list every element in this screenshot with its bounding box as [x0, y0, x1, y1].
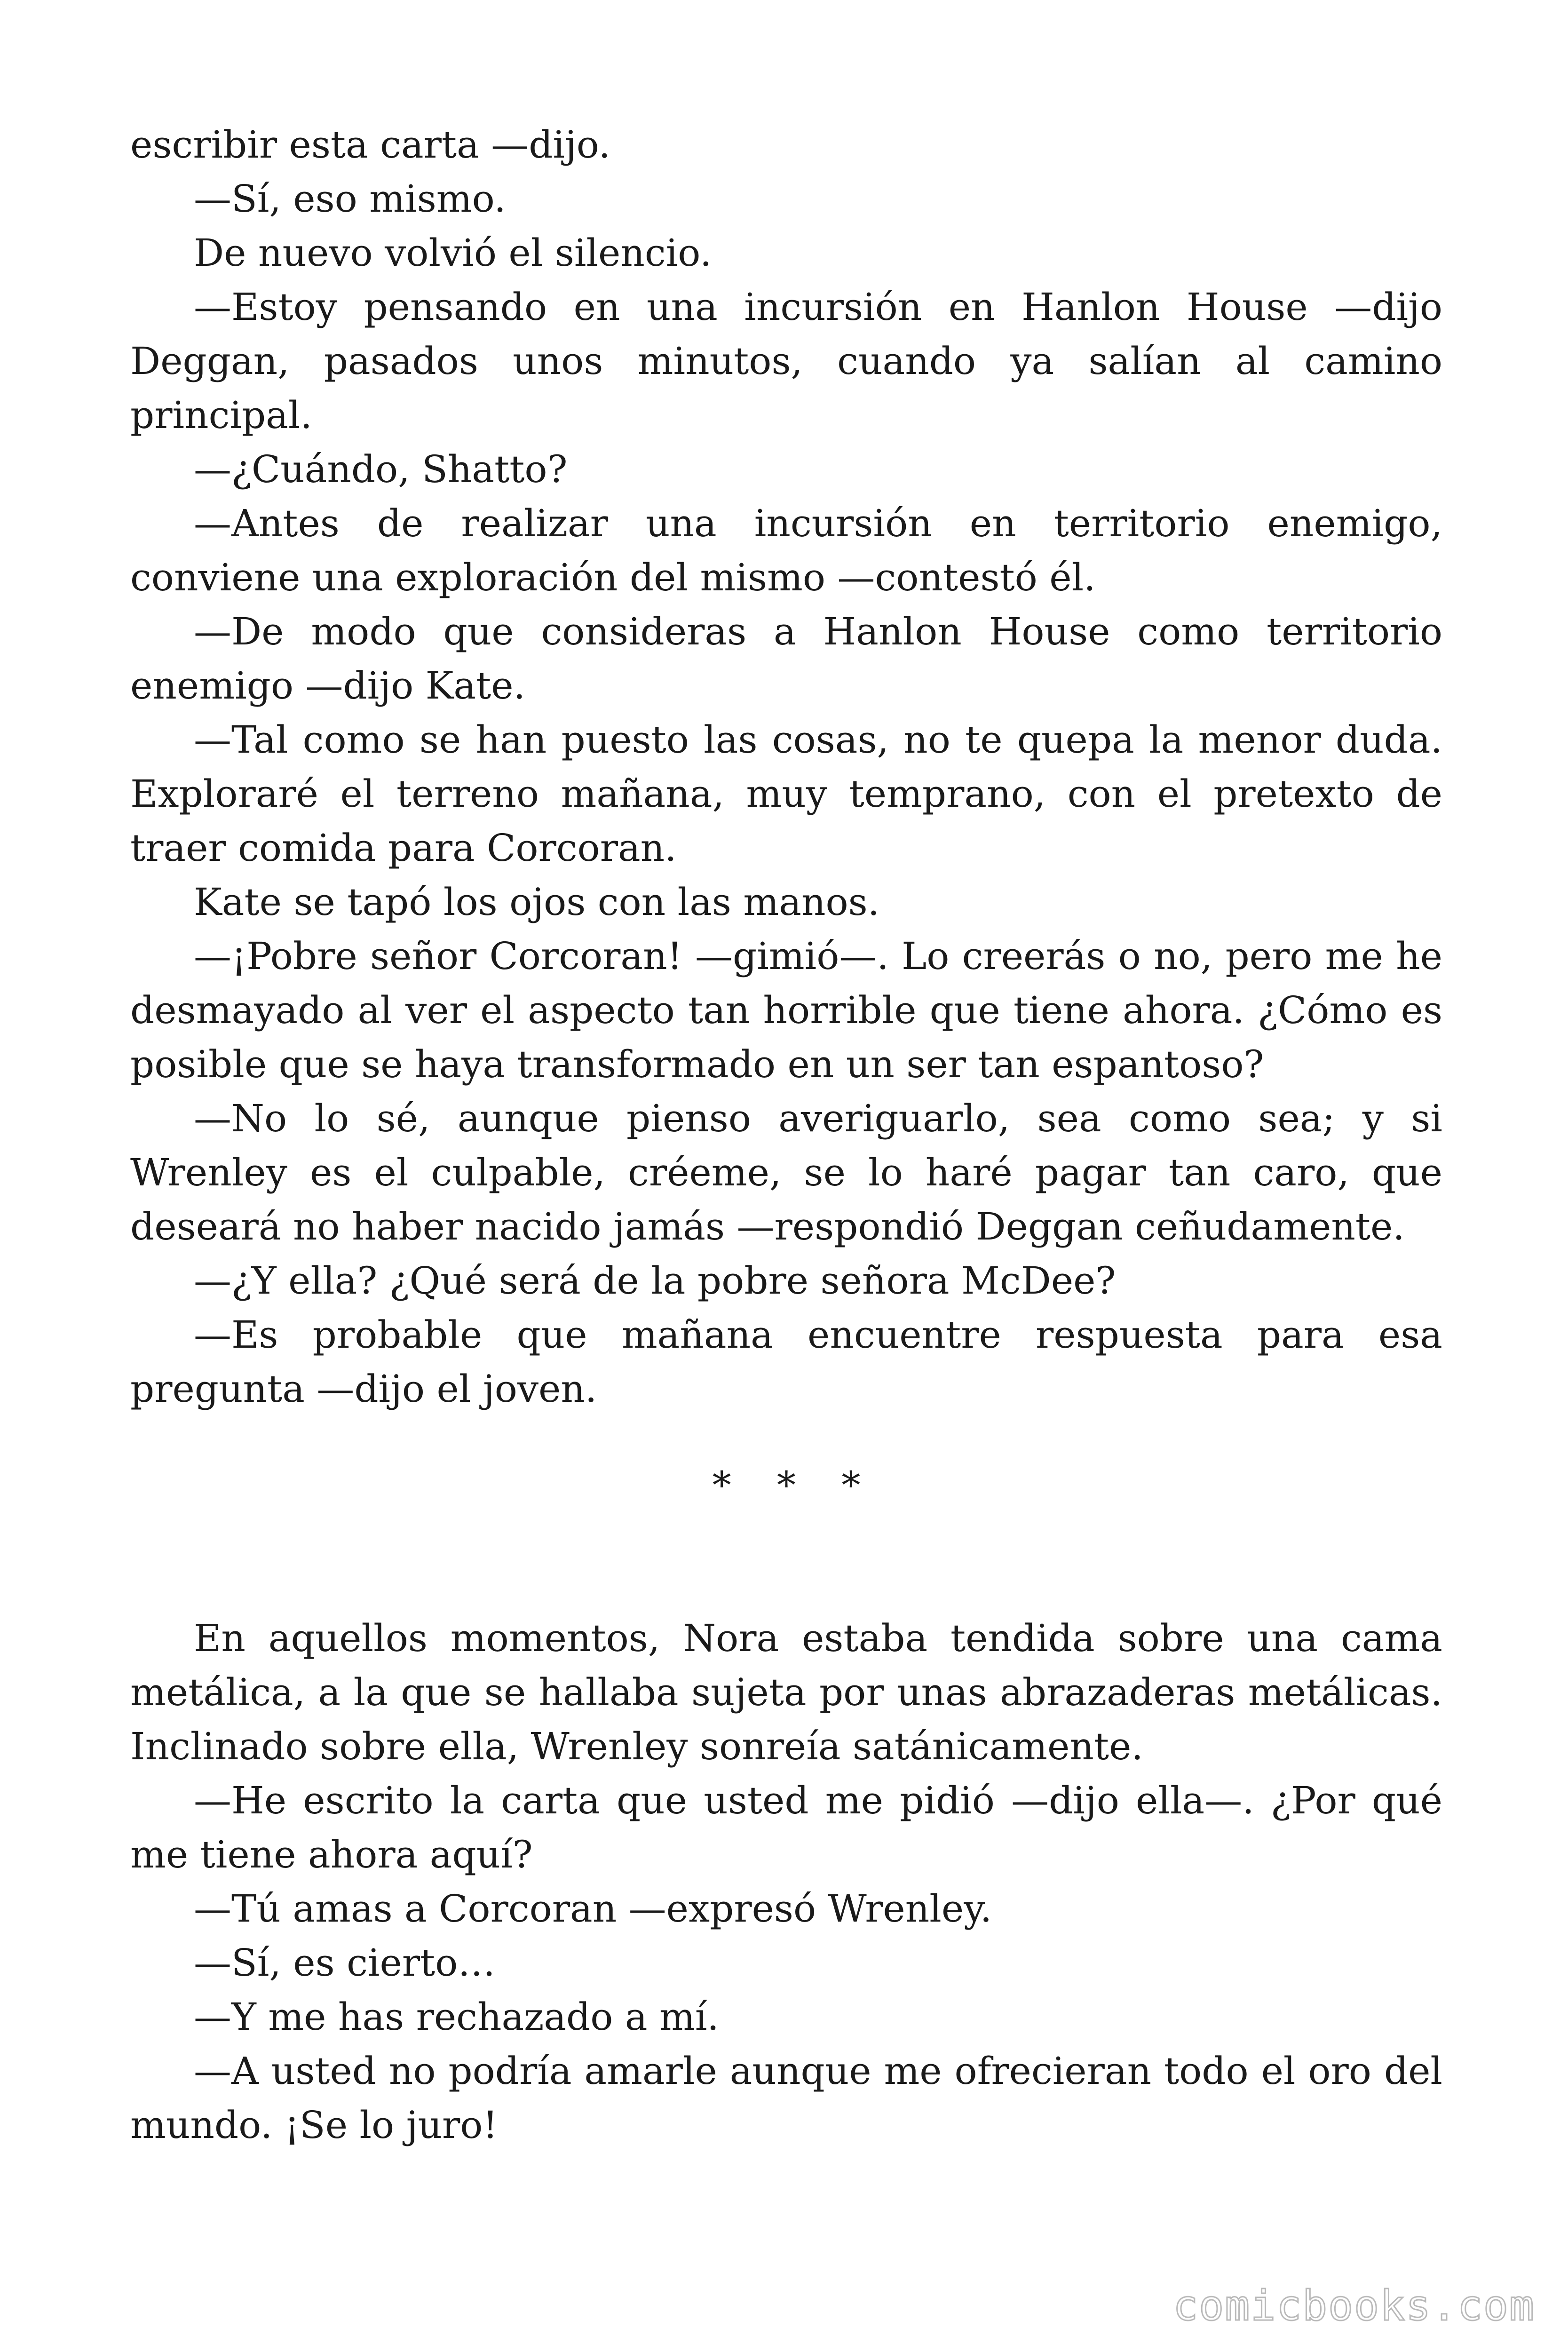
- paragraph: —Tal como se han puesto las cosas, no te quepa la menor duda. Exploraré el terreno mañana, muy temprano, con el pretexto de traer comida para Corcoran.: [130, 718, 1442, 870]
- paragraph: De nuevo volvió el silencio.: [194, 231, 712, 275]
- paragraph: —Antes de realizar una incursión en territorio enemigo, conviene una exploración del mismo —contestó él.: [130, 501, 1442, 599]
- paragraph: —No lo sé, aunque pienso averiguarlo, sea como sea; y si Wrenley es el culpable, créeme, se lo haré pagar tan caro, que deseará no haber nacido jamás —respondió Deggan ceñudamente.: [130, 1097, 1442, 1248]
- paragraph: —Sí, eso mismo.: [194, 177, 506, 221]
- section-break: * * *: [712, 1463, 878, 1507]
- paragraph: —Es probable que mañana encuentre respuesta para esa pregunta —dijo el joven.: [130, 1313, 1442, 1411]
- paragraph: —¿Cuándo, Shatto?: [194, 447, 568, 491]
- paragraph: —Estoy pensando en una incursión en Hanlon House —dijo Deggan, pasados unos minutos, cuando ya salían al camino principal.: [130, 285, 1442, 437]
- paragraph: En aquellos momentos, Nora estaba tendida sobre una cama metálica, a la que se hallaba sujeta por unas abrazaderas metálicas. Inclinado sobre ella, Wrenley sonreía satánicamente.: [130, 1616, 1442, 1768]
- paragraph: —A usted no podría amarle aunque me ofrecieran todo el oro del mundo. ¡Se lo juro!: [130, 2049, 1442, 2147]
- paragraph: —Sí, es cierto…: [194, 1941, 496, 1985]
- paragraph: Kate se tapó los ojos con las manos.: [194, 880, 880, 924]
- paragraph: escribir esta carta —dijo.: [130, 123, 610, 167]
- watermark: comicbooks.com: [1173, 2281, 1535, 2330]
- paragraph: —Y me has rechazado a mí.: [194, 1995, 719, 2039]
- paragraph: —Tú amas a Corcoran —expresó Wrenley.: [194, 1887, 992, 1931]
- paragraph: —¿Y ella? ¿Qué será de la pobre señora McDee?: [194, 1259, 1116, 1303]
- paragraph: —¡Pobre señor Corcoran! —gimió—. Lo creerás o no, pero me he desmayado al ver el aspecto tan horrible que tiene ahora. ¿Cómo es posible que se haya transformado en un ser tan espantoso?: [130, 934, 1442, 1086]
- paragraph: —He escrito la carta que usted me pidió —dijo ella—. ¿Por qué me tiene ahora aquí?: [130, 1779, 1442, 1876]
- page-body: [130, 118, 1442, 2152]
- paragraph: —De modo que consideras a Hanlon House como territorio enemigo —dijo Kate.: [130, 610, 1442, 707]
